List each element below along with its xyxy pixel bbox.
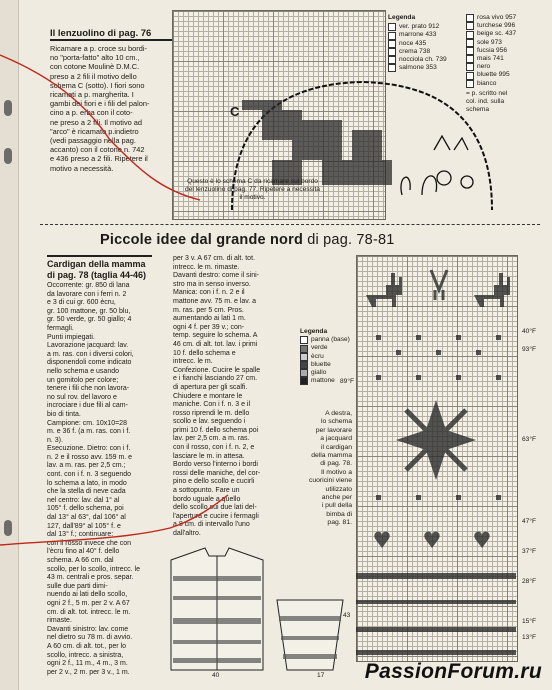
cardigan-column-2: per 3 v. A 67 cm. di alt. tot. intrecc. le m. rimaste. Davanti destro: come il sini- stro ma in senso inverso. Manica: con i f. n. 2 e il mattone avv. 75 m. e lav. a m. ras. per 5 cm. Pros. aumentando ai lati 1 m. ogni 4 f. per 39 v.; con- temp. seguire lo schema. A 46 cm. di alt. tot. lav. i primi 10 f. dello schema e intrecc. le m. Confezione. Cucire le spalle e i fianchi lasciando 27 cm. di apertura per gli scalfi. Chiudere e montare le maniche. Con i f. n. 3 e il rosso riprendi le m. dello scollo e lav. seguendo i primi 10 f. dello schema poi lav. per 2,5 cm. a m. ras. con il rosso, con i f. n. 2, e lasciare le m. in attesa. Bordo verso l'interno i bordi rossi delle maniche, del cor- pino e dello scollo e cucirli a sottopunto. Fare un bordo uguale a quello dello scollo sui due lati del- l'apertura e cucire i fermagli a 8 cm. di intervallo l'uno dall'altro. xyxy=(173,255,261,537)
legend-item: verde xyxy=(300,344,360,352)
legend-item: nocciola ch. 739 xyxy=(388,56,468,64)
cardigan-heading: Cardigan della mamma di pag. 78 (taglia 44-46) xyxy=(47,255,152,280)
legend-item: noce 435 xyxy=(388,40,468,48)
row-label: 28°F xyxy=(522,578,536,585)
dimension-label: 40 xyxy=(212,672,220,679)
legend-item: panna (base) xyxy=(300,336,360,344)
row-label: 13°F xyxy=(522,634,536,641)
legend-title: Legenda xyxy=(300,328,328,335)
legend-item: mais 741 xyxy=(466,55,548,63)
legend-item: giallo xyxy=(300,369,360,377)
legend-item: beige sc. 437 xyxy=(466,30,548,38)
watermark: PassionForum.ru xyxy=(364,660,542,683)
legend-item: bianco xyxy=(466,80,548,88)
legend-item: bluette 995 xyxy=(466,71,548,79)
row-label: 37°F xyxy=(522,548,536,555)
row-label: 47°F xyxy=(522,518,536,525)
row-label: 40°F xyxy=(522,328,536,335)
main-title-text: Piccole idee dal grande nord xyxy=(100,232,304,248)
dimension-label: 17 xyxy=(317,672,325,679)
cardigan-column-1: Occorrente: gr. 850 di lana da lavorare con i ferri n. 2 e 3 di cui gr. 600 ècru, gr. 100 mattone, gr. 50 blu, gr. 50 verde, gr. 50 giallo; 4 fermagli. Punti impiegati. Lavorazione jacquard: lav. a m. ras. con i diversi colori, disponendoli come indicato nello schema e usando un gomitolo per colore; tenere i fili che non lavora- no sul rov. del lavoro e incrociare i due fili al cam- bio di tinta. Campione: cm. 10x10=28 m. e 36 f. (a m. ras. con i f. n. 3). Esecuzione. Dietro: con i f. n. 2 e il rosso avv. 159 m. e lav. a m. ras. per 2,5 cm.; cont. con i f. n. 3 seguendo lo schema a lato, in modo che la stella di neve cada nel centro: lav. dal 1° al 105° f. dello schema, poi dal 13° al 63°, dal 106° al 127, dall'89° al 105° f. e dal 13° f.; continuare: con il rosso invece che con l'ècru fino al 40° f. dello schema. A 66 cm. dal scollo, per lo scollo, intrecc. le 43 m. centrali e pros. separ. sulle due parti dimi- nuendo ai lati dello scollo, ogni 2 f., 5 m. per 2 v. A 67 cm. di alt. tot. intrecc. le m. rimaste. Davanti sinistro: lav. come nel dietro su 78 m. di avvio. A 60 cm. di alt. tot., per lo scollo, intrecc. a sinistra, ogni 2 f., 11 m., 4 m., 3 m. per 2 v., 2 m. per 3 v., 1 m. xyxy=(47,282,140,676)
row-label: 15°F xyxy=(522,618,536,625)
legend-item: fucsia 956 xyxy=(466,47,548,55)
legend-title: Legenda xyxy=(388,14,416,21)
row-label: 89°F xyxy=(340,378,354,385)
legend-item: marrone 433 xyxy=(388,31,468,39)
stitch-note: = p. scritto nel col. ind. sulla schema xyxy=(466,89,508,114)
schema-caption: A destra, lo schema per lavorare a jacquard il cardigan della mamma di pag. 78. Il motivo a cuoricini viene utilizzato anche per i pull della bimba di pag. 81. xyxy=(308,410,352,527)
lenzuolino-instructions: Ricamare a p. croce su bordi- no "porta-fatto" alto 10 cm., con cotone Moulinè D.M.C. preso a 2 fili il motivo dello schema C (sotto). I fiori sono ricamati a p. margherita. I gambi dei fiori e i fili del palon- cino a p. erba con il coto- ne preso a 2 fili. Il motivo ad "arco" è ricamato p.indietro (vedi passaggio nella pag. accanto) con il cotone n. 742 e 436 preso a 2 fili. Ripetere il motivo a necessità. xyxy=(50,44,150,173)
lenzuolino-title: Il lenzuolino di pag. 76 xyxy=(50,28,175,41)
legend-item: crema 738 xyxy=(388,48,468,56)
legend-item: bluette xyxy=(300,361,360,369)
main-title-pages: di pag. 78-81 xyxy=(307,232,395,248)
legend-item: salmone 353 xyxy=(388,64,468,72)
legend-item: rosa vivo 957 xyxy=(466,14,548,22)
legend-item: turchese 996 xyxy=(466,22,548,30)
row-label: 63°F xyxy=(522,436,536,443)
legend-item: sole 973 xyxy=(466,39,548,47)
legend-item: nero xyxy=(466,63,548,71)
legend-item: mattone xyxy=(300,377,360,385)
row-label: 93°F xyxy=(522,346,536,353)
dimension-label: 43 xyxy=(343,612,351,619)
legend-item: ècru xyxy=(300,353,360,361)
chart-letter: C xyxy=(230,104,240,119)
legend-item: ver. prato 912 xyxy=(388,23,468,31)
chart-c-note: Questo è lo schema C da ricamare sul bordo del lenzuolino di pag. 77. Ripetere a necessità il motivo. xyxy=(185,178,320,201)
